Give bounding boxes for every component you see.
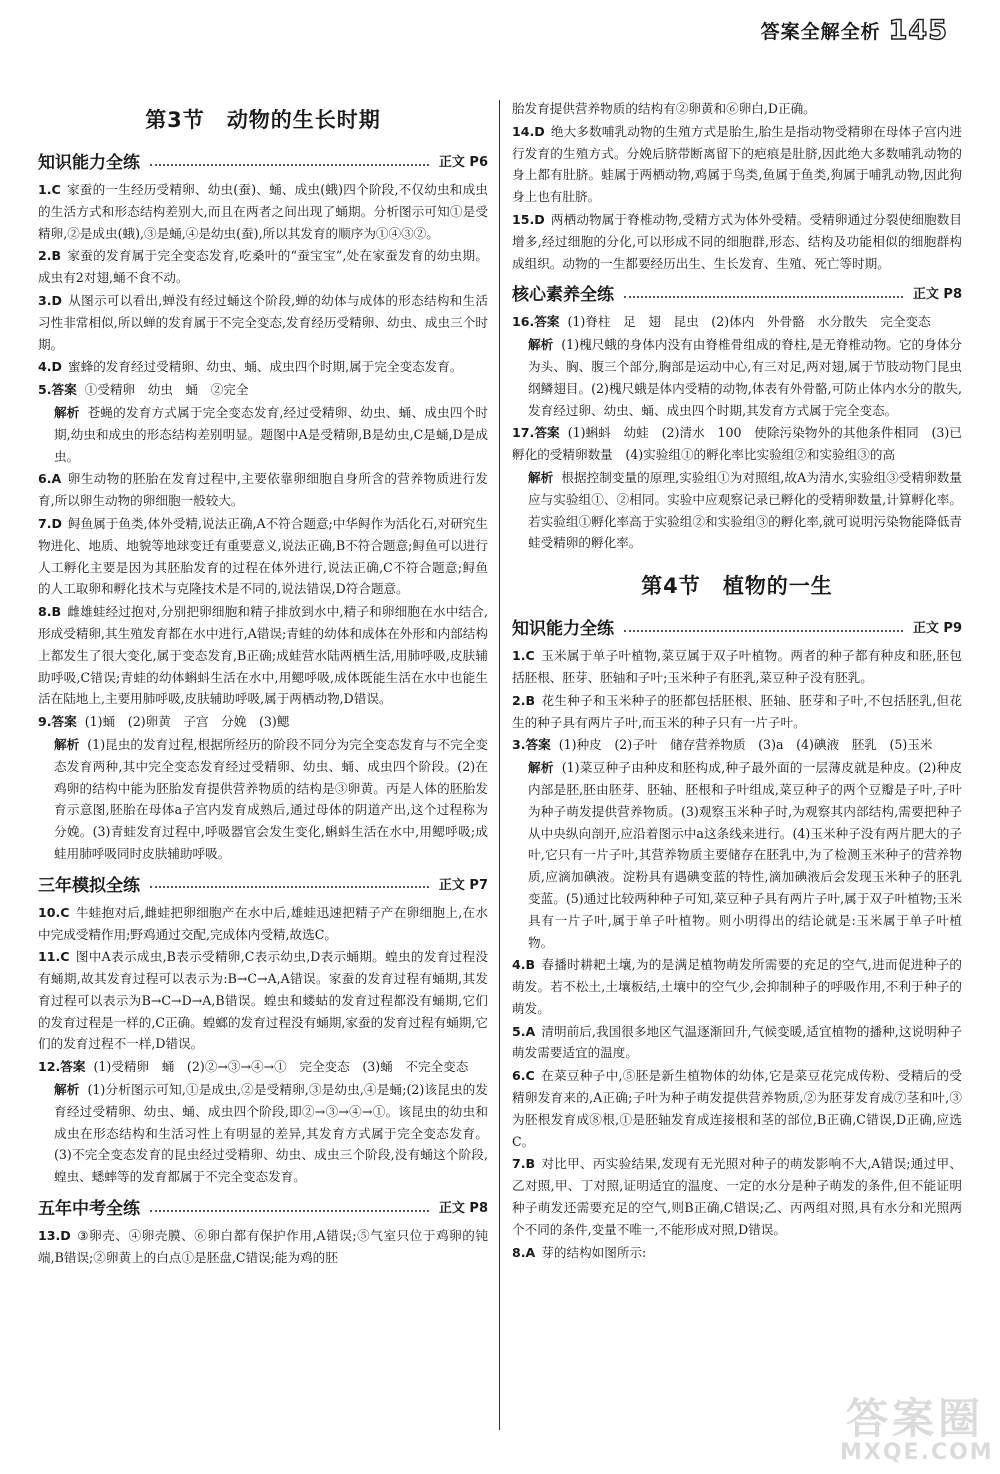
subsection-ref: 正文 P6 xyxy=(438,155,488,170)
question-text: 家蚕的发育属于完全变态发育,吃桑叶的“蚕宝宝”,处在家蚕发育的幼虫期。成虫有2对翅,蛹不食不动。 xyxy=(38,248,488,286)
question xyxy=(512,734,962,756)
question xyxy=(38,946,488,1055)
question-text: ③卵壳、④卵壳膜、⑥卵白都有保护作用,A错误;⑤气室只位于鸡卵的钝端,B错误;②卵黄上的白点①是胚盘,C错误;能为鸡的胚 xyxy=(38,1228,488,1265)
question-number: 6.A xyxy=(38,471,62,487)
dotted-leader xyxy=(624,288,903,298)
answer-text: ①受精卵 幼虫 蛹 ②完全 xyxy=(84,382,249,398)
question xyxy=(512,954,962,1019)
subsection-name: 知识能力全练 xyxy=(38,153,140,173)
question-text: 在菜豆种子中,⑤胚是新生植物体的幼体,它是菜豆花完成传粉、受精后的受精卵发育来的,A正确;子叶为种子萌发提供营养物质,②为胚芽发育成⑦茎和叶,③为胚根发育成⑧根,①是胚轴发育成连接根和茎的部位,B正确,C错误,D正确,应选C。 xyxy=(512,1068,962,1149)
question xyxy=(38,356,488,378)
subsection-name: 知识能力全练 xyxy=(512,619,614,640)
right-column xyxy=(512,98,962,1264)
dotted-leader xyxy=(150,878,429,888)
watermark-logo xyxy=(840,1386,994,1466)
question-text: 春播时耕耙土壤,为的是满足植物萌发所需要的充足的空气,进而促进种子的萌发。若不松土,土壤板结,土壤中的空气少,会抑制种子的呼吸作用,不利于种子的萌发。 xyxy=(512,957,962,1016)
question-number: 1.C xyxy=(38,182,61,197)
question xyxy=(512,1021,962,1065)
subsection-name: 核心素养全练 xyxy=(512,285,614,306)
header-title: 答案全解全析 xyxy=(760,20,881,43)
question-number: 1.C xyxy=(512,648,535,664)
watermark-top: 答案圈 xyxy=(845,1394,984,1443)
question-number: 6.C xyxy=(512,1068,535,1084)
question-number: 10.C xyxy=(38,904,70,920)
subsection-ref: 正文 P8 xyxy=(912,287,962,303)
question-number: 12.答案 xyxy=(38,1059,86,1075)
explanation xyxy=(38,734,488,865)
question xyxy=(512,311,962,333)
explanation xyxy=(512,467,962,554)
question xyxy=(38,179,488,244)
question-number: 9.答案 xyxy=(38,714,77,730)
question xyxy=(512,121,962,208)
explanation-label: 解析 xyxy=(528,760,554,776)
left-column xyxy=(38,98,488,1270)
dotted-leader xyxy=(150,156,429,166)
subsection-header xyxy=(512,280,962,305)
question-text: 从图示可以看出,蝉没有经过蛹这个阶段,蝉的幼体与成体的形态结构和生活习性非常相似,所以蝉的发育属于不完全变态,发育经历受精卵、幼虫、成虫三个时期。 xyxy=(38,292,488,352)
explanation-text: (1)昆虫的发育过程,根据所经历的阶段不同分为完全变态发育与不完全变态发育两种,其中完全变态发育经过受精卵、幼虫、蛹、成虫四个阶段。(2)在鸡卵的结构中能为胚胎发育提供营养物质的结构是③卵黄。丙是人体的胚胎发育示意图,胚胎在母体a子宫内发育成熟后,通过母体的阴道产出,这个过程称为分娩。(3)青蛙发育过程中,呼吸器官会发生变化,蝌蚪生活在水中,用鳃呼吸;成蛙用肺呼吸同时皮肤辅助呼吸。 xyxy=(54,736,489,861)
explanation-label: 解析 xyxy=(54,1082,80,1098)
question xyxy=(38,379,488,401)
question-number: 3.D xyxy=(38,292,63,308)
page-header xyxy=(761,10,948,50)
question-number: 4.B xyxy=(512,957,536,973)
question-text: 鲟鱼属于鱼类,体外受精,说法正确,A不符合题意;中华鲟作为活化石,对研究生物进化、地质、地貌等地球变迁有重要意义,说法正确,B不符合题意;鲟鱼可以进行人工孵化主要是因为其胚胎发育的过程在体外进行,说法正确,C不符合题意;鲟鱼的人工取卵和孵化技术与克隆技术是不同的,说法错误,D符合题意。 xyxy=(38,515,488,597)
column-divider xyxy=(499,100,500,1430)
subsection-header xyxy=(512,614,962,639)
question-text: 胎发育提供营养物质的结构有②卵黄和⑥卵白,D正确。 xyxy=(512,101,816,116)
answer-text: (1)蝌蚪 幼蛙 (2)清水 100 使除污染物外的其他条件相同 (3)已孵化的受精卵数量 (4)实验组①的孵化率比实验组②和实验组③的高 xyxy=(512,425,962,463)
question-text: 玉米属于单子叶植物,菜豆属于双子叶植物。两者的种子都有种皮和胚,胚包括胚根、胚芽、胚轴和子叶;玉米种子有胚乳,菜豆种子没有胚乳。 xyxy=(512,648,962,685)
question xyxy=(38,1056,488,1078)
question-text: 绝大多数哺乳动物的生殖方式是胎生,胎生是指动物受精卵在母体子宫内进行发育的生殖方式。分娩后脐带断离留下的疤痕是肚脐,因此绝大多数哺乳动物的身上都有肚脐。蛙属于两栖动物,鸡属于鸟类,鱼属于鱼类,狗属于哺乳动物,因此狗身上也有肚脐。 xyxy=(512,123,962,205)
question xyxy=(512,209,962,274)
question xyxy=(38,468,488,512)
subsection-ref: 正文 P7 xyxy=(438,877,488,893)
question-text: 牛蛙抱对后,雌蛙把卵细胞产在水中后,雄蛙迅速把精子产在卵细胞上,在水中完成受精作用;野鸡通过交配,完成体内受精,故选C。 xyxy=(38,904,488,942)
question-number: 2.B xyxy=(512,692,536,708)
question-continuation xyxy=(512,98,962,120)
explanation xyxy=(512,757,962,953)
question-text: 对比甲、丙实验结果,发现有无光照对种子的萌发影响不大,A错误;通过甲、乙对照,甲、丁对照,证明适宜的温度、一定的水分是种子萌发的条件,但不能证明种子萌发还需要充足的空气,则B正确,C错误;乙、丙两组对照,具有水分和光照两个不同的条件,变量不唯一,不能形成对照,D错误。 xyxy=(512,1156,962,1237)
question-text: 两栖动物属于脊椎动物,受精方式为体外受精。受精卵通过分裂使细胞数目增多,经过细胞的分化,可以形成不同的细胞群,形态、结构及功能相似的细胞群构成组织。动物的一生都要经历出生、生长发育、生殖、死亡等时期。 xyxy=(512,211,962,271)
answer-text: (1)脊柱 足 翅 昆虫 (2)体内 外骨骼 水分散失 完全变态 xyxy=(567,314,931,330)
section-name: 动物的生长时期 xyxy=(226,108,381,132)
question-number: 13.D xyxy=(38,1228,71,1244)
question xyxy=(38,290,488,355)
question-text: 图中A表示成虫,B表示受精卵,C表示幼虫,D表示蛹期。蝗虫的发育过程没有蛹期,故其发育过程可以表示为:B→C→A,A错误。家蚕的发育过程有蛹期,其发育过程可以表示为B→C→D→A,B错误。蝗虫和蝼蛄的发育过程都没有蛹期,它们的发育过程是一样的,C正确。蝗螂的发育过程没有蛹期,家蚕的发育过程有蛹期,它们的发育过程不一样,D错误。 xyxy=(38,949,488,1052)
section-title xyxy=(512,570,962,600)
question xyxy=(38,245,488,289)
question xyxy=(512,690,962,734)
question xyxy=(38,711,488,733)
question-text: 蜜蜂的发育经过受精卵、幼虫、蛹、成虫四个时期,属于完全变态发育。 xyxy=(68,359,463,375)
dotted-leader xyxy=(624,622,903,632)
answer-text: (1)种皮 (2)子叶 储存营养物质 (3)a (4)碘液 胚乳 (5)玉米 xyxy=(558,737,933,753)
question-number: 14.D xyxy=(512,123,545,139)
question-number: 5.答案 xyxy=(38,382,77,398)
explanation-label: 解析 xyxy=(54,736,80,752)
subsection-header xyxy=(38,1194,488,1219)
question-number: 7.D xyxy=(38,515,63,531)
question-text: 雌雄蛙经过抱对,分别把卵细胞和精子排放到水中,精子和卵细胞在水中结合,形成受精卵,其生殖发育都在水中进行,A错误;青蛙的幼体和成体在外形和内部结构上都发生了很大变化,属于变态发育,B正确;成蛙营水陆两栖生活,用肺呼吸,皮肤辅助呼吸,C错误;青蛙的幼体蝌蚪生活在水中,用鳃呼吸,成体既能生活在水中也能生活在陆地上,主要用肺呼吸,皮肤辅助呼吸,属于两栖动物,D错误。 xyxy=(38,604,488,707)
subsection-header xyxy=(38,871,488,896)
explanation-text: 苍蝇的发育方式属于完全变态发育,经过受精卵、幼虫、蛹、成虫四个时期,幼虫和成虫的形态结构差别明显。题图中A是受精卵,B是幼虫,C是蛹,D是成虫。 xyxy=(54,404,488,464)
explanation-text: 根据控制变量的原理,实验组①为对照组,故A为清水,实验组③受精卵数量应与实验组①、②相同。实验中应观察记录已孵化的受精卵数量,计算孵化率。若实验组①孵化率高于实验组②和实验组③的孵化率,就可说明污染物能降低青蛙受精卵的孵化率。 xyxy=(528,469,962,551)
question xyxy=(512,1153,962,1240)
question xyxy=(512,645,962,689)
explanation-label: 解析 xyxy=(528,337,554,353)
dotted-leader xyxy=(150,1202,429,1212)
subsection-header xyxy=(38,148,488,173)
page-number: 145 xyxy=(888,14,948,46)
question xyxy=(38,1225,488,1269)
question-text: 芽的结构如图所示: xyxy=(541,1244,647,1260)
subsection-ref: 正文 P8 xyxy=(438,1201,488,1217)
question-number: 4.D xyxy=(38,359,63,375)
question-number: 16.答案 xyxy=(512,314,560,330)
question-number: 11.C xyxy=(38,949,70,965)
explanation-text: (1)菜豆种子由种皮和胚构成,种子最外面的一层薄皮就是种皮。(2)种皮内部是胚,胚由胚芽、胚轴、胚根和子叶组成,菜豆种子的两个豆瓣是子叶,子叶为种子萌发提供营养物质。(3)观察玉米种子时,为观察其内部结构,需要把种子从中央纵向剖开,应沿着图示中a这条线来进行。(4)玉米种子没有两片肥大的子叶,它只有一片子叶,其营养物质主要储存在胚乳中,为了检测玉米种子的营养物质,应滴加碘液。淀粉具有遇碘变蓝的特性,滴加碘液后会发现玉米种子的胚乳变蓝。(5)通过比较两种种子可知,菜豆种子具有两片子叶,属于双子叶植物;玉米具有一片子叶,属于单子叶植物。则小明得出的结论就是:玉米属于单子叶植物。 xyxy=(528,760,962,950)
question-text: 花生种子和玉米种子的胚都包括胚根、胚轴、胚芽和子叶,不包括胚乳,但花生的种子具有两片子叶,而玉米的种子只有一片子叶。 xyxy=(512,692,962,730)
subsection-name: 三年模拟全练 xyxy=(38,875,140,896)
answer-text: (1)受精卵 蛹 (2)②→③→④→① 完全变态 (3)蛹 不完全变态 xyxy=(93,1059,469,1075)
question-number: 2.B xyxy=(38,248,62,264)
question-number: 8.A xyxy=(512,1244,536,1260)
subsection-ref: 正文 P9 xyxy=(912,621,962,637)
section-number: 第4节 xyxy=(641,574,701,599)
section-number: 第3节 xyxy=(145,108,205,132)
explanation-text: (1)槐尺蛾的身体内没有由脊椎骨组成的脊柱,是无脊椎动物。它的身体分为头、胸、腹三个部分,胸部是运动中心,有三对足,两对翅,属于节肢动物门昆虫纲鳞翅目。(2)槐尺蛾是体内受精的动物,体表有外骨骼,可防止体内水分的散失,发育经过卵、幼虫、蛹、成虫四个时期,其发育方式属于完全变态。 xyxy=(528,337,963,418)
question xyxy=(38,902,488,946)
question xyxy=(38,601,488,710)
explanation xyxy=(512,334,962,421)
explanation xyxy=(38,402,488,467)
question-number: 7.B xyxy=(512,1156,536,1172)
question xyxy=(512,1065,962,1152)
watermark-bottom: MXQE.COM xyxy=(840,1440,994,1465)
subsection-name: 五年中考全练 xyxy=(38,1199,140,1220)
section-name: 植物的一生 xyxy=(722,574,833,599)
explanation-label: 解析 xyxy=(54,404,80,420)
question-number: 15.D xyxy=(512,211,545,227)
explanation-text: (1)分析图示可知,①是成虫,②是受精卵,③是幼虫,④是蛹;(2)该昆虫的发育经过受精卵、幼虫、蛹、成虫四个阶段,即②→③→④→①。该昆虫的幼虫和成虫在形态结构和生活习性上有明显的差异,其发育方式属于完全变态发育。(3)不完全变态发育的昆虫经过受精卵、幼虫、成虫三个阶段,没有蛹这个阶段,蝗虫、蟋蟀等的发育都属于不完全变态发育。 xyxy=(54,1082,489,1185)
question-number: 8.B xyxy=(38,604,62,620)
question-number: 3.答案 xyxy=(512,737,551,753)
answer-text: (1)蛹 (2)卵黄 子宫 分娩 (3)鳃 xyxy=(84,714,290,730)
question xyxy=(512,422,962,466)
question-text: 清明前后,我国很多地区气温逐渐回升,气候变暖,适宜植物的播种,这说明种子萌发需要适宜的温度。 xyxy=(512,1023,962,1061)
question xyxy=(38,513,488,600)
explanation-label: 解析 xyxy=(528,469,554,485)
explanation xyxy=(38,1079,488,1188)
question-text: 家蚕的一生经历受精卵、幼虫(蚕)、蛹、成虫(蛾)四个阶段,不仅幼虫和成虫的生活方式和形态结构差别大,而且在两者之间出现了蛹期。分析图示可知①是受精卵,②是成虫(蛾),③是蛹,④是幼虫(蚕),所以其发育的顺序为①④③②。 xyxy=(38,182,488,241)
question-text: 卵生动物的胚胎在发育过程中,主要依靠卵细胞自身所含的营养物质进行发育,所以卵生动物的卵细胞一般较大。 xyxy=(38,471,488,509)
question xyxy=(512,1242,962,1264)
question-number: 5.A xyxy=(512,1023,536,1039)
question-number: 17.答案 xyxy=(512,425,560,441)
section-title xyxy=(38,104,488,134)
